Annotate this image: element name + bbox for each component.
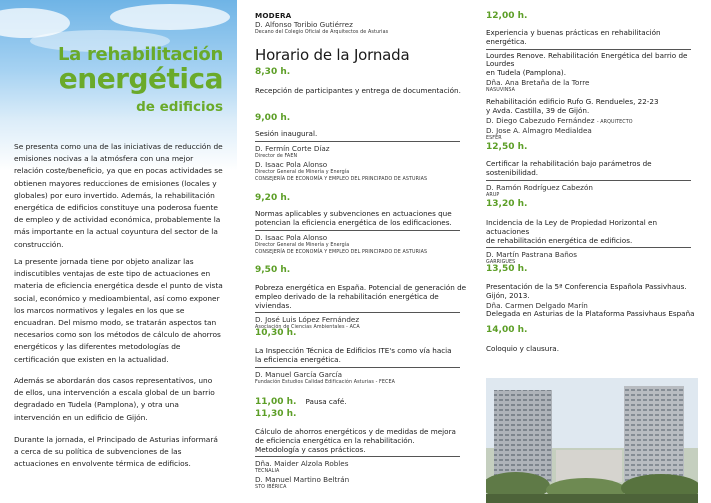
session-description: Certificar la rehabilitación bajo parámetros de sostenibilidad. [486,159,652,177]
time-label: 13,20 h. [486,199,528,209]
speaker-role: Director General de Minería y Energía [255,242,350,248]
session-description: Experiencia y buenas prácticas en rehabilitación energética. [486,28,661,46]
session-block [255,284,470,331]
modera-label: MODERA [255,11,292,20]
divider [486,180,691,181]
speaker-org: Fundación Estudios Calidad Edificación Asturias - FECEA [255,379,395,385]
time-label: 11,30 h. [255,409,297,419]
title-line-3: de edificios [136,99,223,115]
divider [255,141,460,142]
session-description: Coloquio y clausura. [486,344,559,353]
session-block [255,428,470,491]
divider [255,230,460,231]
session-block [255,210,470,256]
speaker-name: D. José Luis López Fernández [255,315,360,325]
speaker-org: TECNALIA [255,469,280,475]
time-label: 12,50 h. [486,142,528,152]
session-block [255,130,470,183]
session-description: Gijón, 2013. [486,290,530,300]
session-block [486,283,701,318]
session-description: de rehabilitación energética de edificios. [486,235,633,245]
speaker-org: CONSEJERÍA DE ECONOMÍA Y EMPLEO DEL PRINCIPADO DE ASTURIAS [255,176,428,182]
speaker-org: ARUP [486,192,500,198]
intro-paragraph: Se presenta como una de las iniciativas de reducción de emisiones nocivas a la atmósfera con una mejor relación coste/beneficio, ya que en pocas actividades se obtienen mayores reducciones de emisiones (locales y globales) por euro invertido. Además, la rehabilitación energética de edificios constituye una poderosa fuente de empleo y de actividad económica, probablemente la más importante en la actual coyuntura del sector de la construcción. [14,142,223,249]
speaker-name: D. Manuel Martino Beltrán [255,475,350,485]
session-description: y Avda. Castilla, 39 de Gijón. [486,105,590,115]
speaker-name: D. Jose A. Almagro Medialdea [486,125,592,135]
time-label: 13,50 h. [486,264,528,274]
intro-paragraph: Durante la jornada, el Principado de Asturias informará a cerca de su política de subvenciones de las actuaciones en envolvente térmica de edificios. [14,435,218,469]
speaker-name: Dña. Ana Bretaña de la Torre [486,77,590,87]
schedule-heading: Horario de la Jornada [255,46,410,64]
title-line-1: La rehabilitación [58,44,223,65]
speaker-name: Dña. Carmen Delgado Marín [486,300,588,310]
cloud-shape [110,4,230,30]
speaker-role: Delegada en Asturias de la Plataforma Passivhaus España [486,308,695,318]
speaker-role: Director de FAEN [255,153,298,159]
intro-paragraph: La presente jornada tiene por objeto analizar las indiscutibles ventajas de este tipo de actuaciones en materia de eficiencia energética desde el punto de vista social, económico y medioambiental, así como exponer los marcos normativos y legales en los que se encuadran. Del mismo modo, se tratarán aspectos tan necesarios como son los métodos de cálculo de ahorros energéticos y las diferentes metodologías de certificación que existen en la actualidad. [14,257,223,364]
session-description: potencian la eficiencia energética de los edificaciones. [255,217,452,227]
speaker-org: NASUVINSA [486,87,516,93]
session-description: Incidencia de la Ley de Propiedad Horizontal en actuaciones [486,218,658,236]
speaker-name: D. Isaac Pola Alonso [255,232,328,242]
divider [486,49,691,50]
session-description: la eficiencia energética. [255,354,341,364]
session-block [486,29,701,142]
session-description: Cálculo de ahorros energéticos y de medidas de mejora [255,427,456,436]
speaker-name: Dña. Maider Alzola Robles [255,459,349,469]
time-label: 9,20 h. [255,193,291,203]
session-description: Metodología y casos prácticos. [255,444,366,454]
divider [486,247,691,248]
session-description: Lourdes Renove. Rehabilitación Energética del barrio de Lourdes [486,50,688,69]
session-block [486,219,701,266]
session-description: Normas aplicables y subvenciones en actuaciones que [255,209,452,218]
buildings-photo [486,378,698,503]
speaker-name: D. Martín Pastrana Baños [486,250,577,260]
speaker-name: D. Manuel García García [255,369,343,379]
left-panel [0,0,237,503]
session-description: empleo derivado de la rehabilitación energética de viviendas. [255,291,439,310]
session-description: Rehabilitación edificio Rufo G. Rendueles, 22-23 [486,96,659,106]
divider [255,456,460,457]
session-description: en Tudela (Pamplona). [486,68,567,78]
time-label: 14,00 h. [486,325,528,335]
time-label: 12,00 h. [486,11,528,21]
session-block [486,160,701,199]
speaker-org: Asociación de Ciencias Ambientales - ACA [255,325,360,331]
speaker-org: STO IBÉRICA [255,485,287,491]
session-block [255,347,470,386]
speaker-name: D. Ramón Rodríguez Cabezón [486,182,593,192]
session-description: La Inspección Técnica de Edificios ITE's como vía hacia [255,346,452,355]
speaker-name: D. Isaac Pola Alonso [255,159,328,169]
time-label: 9,50 h. [255,265,291,275]
speaker-name: D. Diego Cabezudo Fernández - ARQUITECTO [486,115,633,125]
session-description: de eficiencia energética en la rehabilitación. [255,435,415,445]
time-label: 11,00 h. [255,397,297,407]
time-label: 8,30 h. [255,67,291,77]
speaker-org: CONSEJERÍA DE ECONOMÍA Y EMPLEO DEL PRINCIPADO DE ASTURIAS [255,249,428,255]
intro-paragraph: Además se abordarán dos casos representativos, uno de ellos, una intervención a escala global de un barrio degradado en Tudela (Pamplona), y otra una intervención en un edificio de Gijón. [14,376,215,422]
speaker-name: D. Fermín Corte Díaz [255,143,330,153]
speaker-org: GARRIGUES [486,260,516,266]
time-label: 10,30 h. [255,328,297,338]
title-line-2: energética [58,62,223,95]
speaker-org: ESFER [486,135,502,141]
session-description: Presentación de la 5ª Conferencia Española Passivhaus. [486,282,687,291]
session-block [255,389,347,408]
schedule-column-1 [255,11,470,64]
buildings-illustration [486,378,698,503]
divider [255,367,460,368]
session-description: Pausa café. [305,397,347,406]
speaker-role: Director General de Minería y Energía [255,169,350,175]
session-description: Sesión inaugural. [255,129,318,138]
time-label: 9,00 h. [255,113,291,123]
session-description: Recepción de participantes y entrega de documentación. [255,86,461,95]
speaker-role: Decano del Colegio Oficial de Arquitectos de Asturias [255,30,389,35]
session-description: Pobreza energética en España. Potencial de generación de [255,283,467,292]
speaker-name: D. Alfonso Toribio Gutiérrez [255,20,353,29]
divider [255,312,460,313]
